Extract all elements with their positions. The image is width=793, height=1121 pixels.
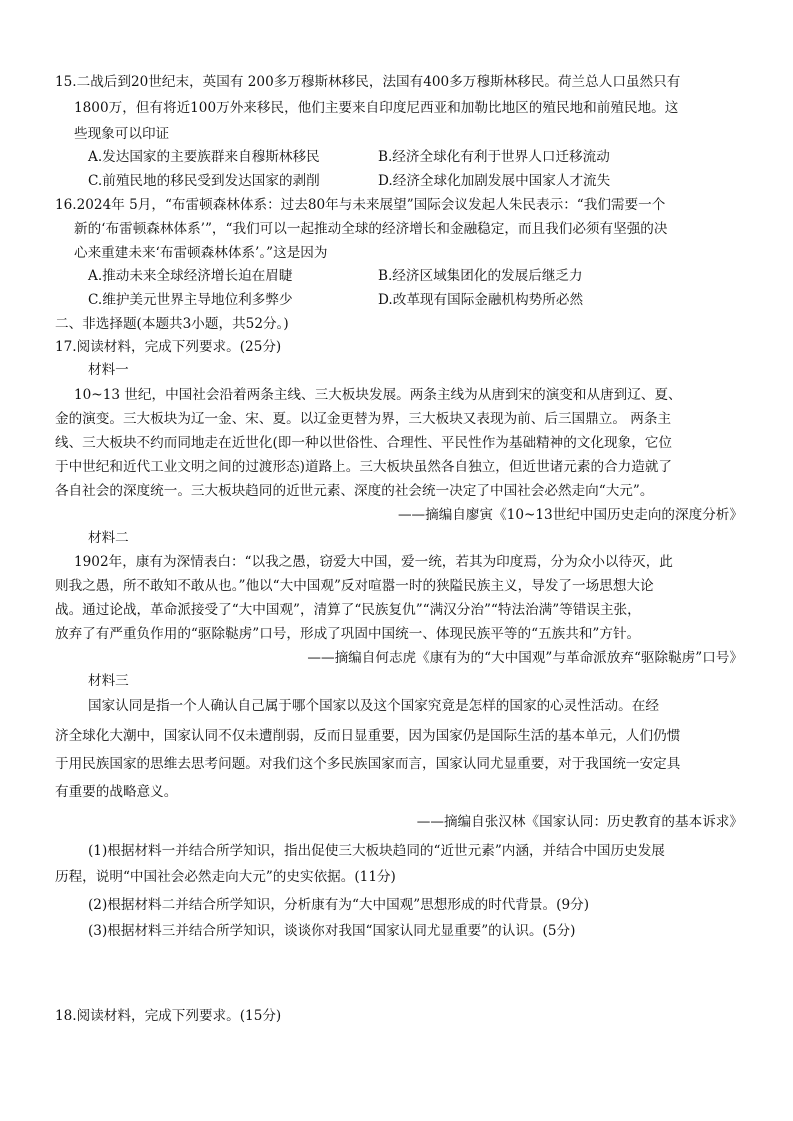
q17-material-2-label: 材料二: [88, 530, 129, 546]
q17-m3-line-2: 济全球化大潮中，国家认同不仅未遭削弱，反而日显重要，因为国家仍是国际生活的基本单元，人们仍惯: [55, 728, 681, 744]
q16-stem-line-1: 16.2024年 5月，“布雷顿森林体系：过去80年与未来展望”国际会议发起人朱民表示：“我们需要一个: [55, 197, 666, 213]
q17-material-3-label: 材料三: [88, 673, 129, 689]
q16-option-c: C.维护美元世界主导地位利多弊少: [88, 292, 293, 308]
q17-subquestion-1-line-1: (1)根据材料一并结合所学知识，指出促使三大板块趋同的“近世元素”内涵，并结合中国历史发展: [88, 843, 665, 859]
q15-option-d: D.经济全球化加剧发展中国家人才流失: [378, 173, 611, 189]
q17-m3-source: ——摘编自张汉林《国家认同：历史教育的基本诉求》: [416, 814, 743, 830]
q17-m1-line-5: 各自社会的深度统一。三大板块趋同的近世元素、深度的社会统一决定了中国社会必然走向“大元”。: [55, 483, 654, 499]
q18-title: 18.阅读材料，完成下列要求。(15分): [55, 1008, 282, 1024]
q15-option-c: C.前殖民地的移民受到发达国家的剥削: [88, 173, 320, 189]
q17-m2-line-4: 放弃了有严重负作用的“驱除鞑虏”口号，形成了巩固中国统一、体现民族平等的“五族共和”方针。: [55, 626, 641, 642]
q16-option-b: B.经济区域集团化的发展后继乏力: [378, 268, 583, 284]
q15-option-b: B.经济全球化有利于世界人口迁移流动: [378, 149, 610, 165]
q17-m2-source: ——摘编自何志虎《康有为的“大中国观”与革命派放弃“驱除鞑虏”口号》: [307, 650, 743, 666]
q17-title: 17.阅读材料，完成下列要求。(25分): [55, 339, 282, 355]
q17-m1-line-1: 10~13 世纪，中国社会沿着两条主线、三大板块发展。两条主线为从唐到宋的演变和从唐到辽、夏、: [74, 387, 682, 403]
q17-m3-line-4: 有重要的战略意义。: [55, 784, 178, 800]
q16-option-d: D.改革现有国际金融机构势所必然: [378, 292, 584, 308]
q16-stem-line-3: 心来重建未来‘布雷顿森林体系’。”这是因为: [74, 245, 328, 261]
section-2-heading: 二、非选择题(本题共3小题，共52分。): [55, 316, 289, 332]
q17-m3-line-1: 国家认同是指一个人确认自己属于哪个国家以及这个国家究竟是怎样的国家的心灵性活动。在经: [88, 698, 659, 714]
q17-m2-line-1: 1902年，康有为深情表白：“以我之愚，窃爱大中国，爱一统，若其为印度焉，分为众小以待灭，此: [74, 554, 673, 570]
q17-subquestion-2: (2)根据材料二并结合所学知识，分析康有为“大中国观”思想形成的时代背景。(9分): [88, 897, 590, 913]
q15-stem-line-1: 15.二战后到20世纪末，英国有 200多万穆斯林移民，法国有400多万穆斯林移民。荷兰总人口虽然只有: [55, 74, 681, 90]
q17-m1-line-3: 线、三大板块不约而同地走在近世化(即一种以世俗性、合理性、平民性作为基础精神的文化现象，它位: [55, 435, 673, 451]
q17-m2-line-2: 则我之愚，所不敢知不敢从也。”他以“大中国观”反对喧嚣一时的狭隘民族主义，导发了一场思想大论: [55, 578, 654, 594]
q17-subquestion-3: (3)根据材料三并结合所学知识，谈谈你对我国“国家认同尤显重要”的认识。(5分): [88, 923, 576, 939]
q17-m1-line-4: 于中世纪和近代工业文明之间的过渡形态)道路上。三大板块虽然各自独立，但近世诸元素的合力造就了: [55, 459, 673, 475]
q17-m1-source: ——摘编自廖寅《10~13世纪中国历史走向的深度分析》: [397, 507, 743, 523]
q17-subquestion-1-line-2: 历程，说明“中国社会必然走向大元”的史实依据。(11分): [55, 869, 396, 885]
q17-m2-line-3: 战。通过论战，革命派接受了“大中国观”，清算了“民族复仇”“满汉分治”“特法治满”等错误主张，: [55, 602, 641, 618]
q16-option-a: A.推动未来全球经济增长迫在眉睫: [88, 268, 293, 284]
q15-option-a: A.发达国家的主要族群来自穆斯林移民: [88, 149, 320, 165]
q16-stem-line-2: 新的‘布雷顿森林体系’”，“我们可以一起推动全球的经济增长和金融稳定，而且我们必须有坚强的决: [74, 221, 668, 237]
q17-m3-line-3: 于用民族国家的思维去思考问题。对我们这个多民族国家而言，国家认同尤显重要，对于我国统一安定具: [55, 756, 681, 772]
q17-m1-line-2: 金的演变。三大板块为辽一金、宋、夏。以辽金更替为界，三大板块又表现为前、后三国鼎立。 两条主: [55, 411, 672, 427]
q17-material-1-label: 材料一: [88, 362, 129, 378]
q15-stem-line-2: 1800万，但有将近100万外来移民，他们主要来自印度尼西亚和加勒比地区的殖民地和前殖民地。这: [74, 100, 679, 116]
q15-stem-line-3: 些现象可以印证: [74, 126, 170, 142]
